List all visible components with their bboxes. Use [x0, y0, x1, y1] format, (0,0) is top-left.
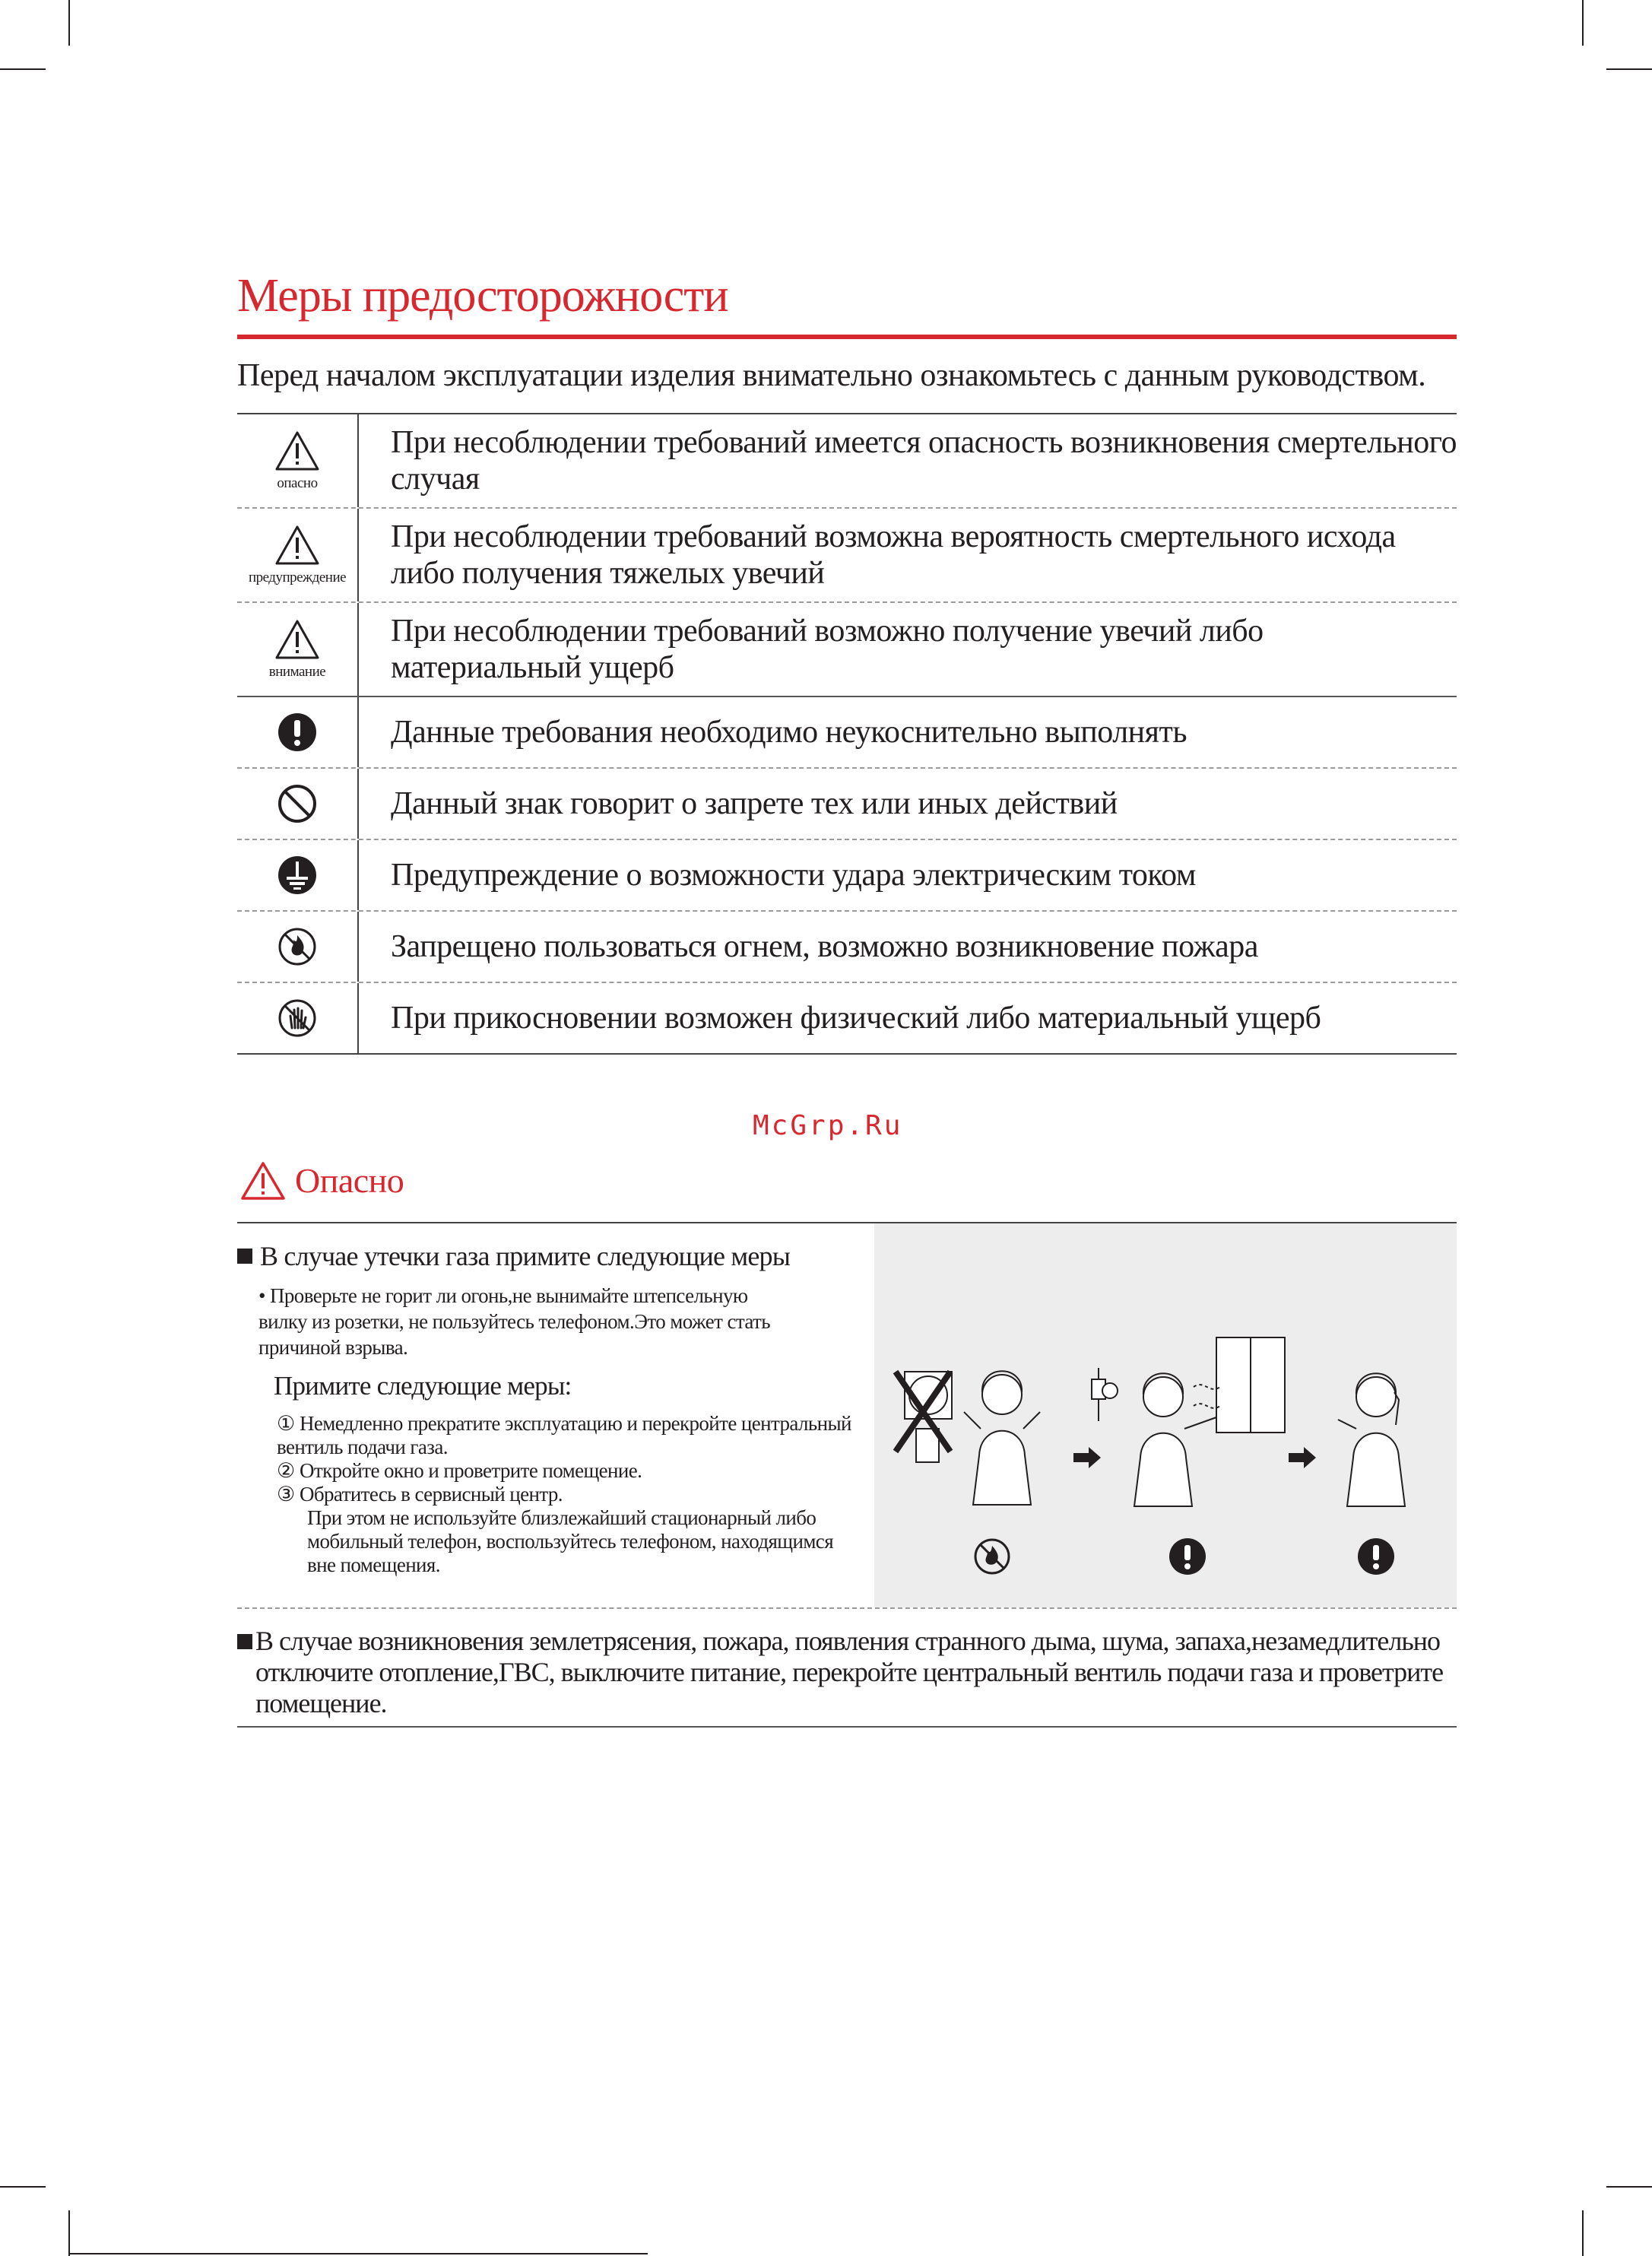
- step-item: ② Откройте окно и проветрите помещение.: [277, 1459, 642, 1482]
- mandatory-exclamation-icon: [277, 712, 318, 753]
- symbol-legend-table: [237, 413, 1457, 1055]
- danger-triangle-icon: [240, 1161, 286, 1201]
- crop-mark: [70, 2253, 648, 2254]
- watermark: McGrp.Ru: [753, 1110, 903, 1141]
- legend-row: [237, 839, 1457, 910]
- step-note: При этом не используйте близлежайший стационарный либо мобильный телефон, воспользуйтесь телефоном, находящимся вне помещения.: [307, 1506, 834, 1576]
- warning-triangle-icon: [274, 524, 320, 566]
- ground-icon: [277, 855, 318, 896]
- legend-caption: внимание: [268, 664, 326, 680]
- warning-triangle-icon: [274, 430, 320, 472]
- legend-caption: опасно: [277, 475, 318, 491]
- square-bullet-icon: [237, 1634, 252, 1649]
- gas-leak-scene-illustration: [874, 1223, 1457, 1607]
- no-fire-icon: [975, 1540, 1009, 1573]
- crop-mark: [68, 2210, 70, 2256]
- legend-text: При несоблюдении требований имеется опасность возникновения смертельного случая: [391, 425, 1457, 497]
- legend-text: Данные требования необходимо неукоснительно выполнять: [391, 715, 1187, 750]
- legend-caption: предупреждение: [248, 570, 347, 585]
- bottom-rule: [237, 1726, 1457, 1728]
- crop-mark: [0, 68, 46, 70]
- intro-text: Перед началом эксплуатации изделия внимательно ознакомьтесь с данным руководством.: [237, 358, 1426, 393]
- mandatory-exclamation-icon: [1358, 1538, 1394, 1575]
- crop-mark: [1582, 0, 1584, 46]
- legend-row: [237, 910, 1457, 982]
- danger-heading: [240, 1160, 404, 1201]
- legend-text: При несоблюдении требований возможна вероятность смертельного исхода либо получения тяжелых увечий: [391, 519, 1396, 591]
- legend-row: [237, 414, 1457, 507]
- prohibition-icon: [277, 783, 318, 824]
- legend-row: [237, 767, 1457, 839]
- title-rule: [237, 335, 1457, 339]
- step-item: ① Немедленно прекратите эксплуатацию и перекройте центральный вентиль подачи газа.: [277, 1412, 851, 1458]
- gas-leak-section: [237, 1223, 1457, 1607]
- legend-row: [237, 507, 1457, 601]
- step-item: ③ Обратитесь в сервисный центр.: [277, 1483, 563, 1506]
- danger-heading-text: Опасно: [295, 1161, 404, 1200]
- crop-mark: [0, 2186, 46, 2188]
- legend-text: При несоблюдении требований возможно получение увечий либо материальный ущерб: [391, 614, 1264, 685]
- gas-leak-illustration: [874, 1223, 1457, 1607]
- legend-row: [237, 982, 1457, 1053]
- legend-text: Данный знак говорит о запрете тех или иных действий: [391, 786, 1118, 821]
- steps-list: [277, 1412, 861, 1577]
- gas-leak-note: • Проверьте не горит ли огонь,не вынимайте штепсельную вилку из розетки, не пользуйтесь телефоном.Это может стать причиной взрыва.: [258, 1284, 770, 1359]
- crop-mark: [68, 0, 70, 46]
- gas-leak-title: В случае утечки газа примите следующие меры: [237, 1240, 861, 1272]
- crop-mark: [1606, 2186, 1652, 2188]
- steps-title: Примите следующие меры:: [274, 1371, 572, 1401]
- earthquake-text: В случае возникновения землетрясения, пожара, появления странного дыма, шума, запаха,незамедлительно отключите отопление,ГВС, выключите питание, перекройте центральный вентиль подачи газа и проветрите помещение.: [255, 1626, 1444, 1718]
- gas-leak-text: [237, 1240, 861, 1577]
- crop-mark: [1606, 68, 1652, 70]
- section-divider: [237, 1607, 1457, 1609]
- no-fire-icon: [277, 926, 318, 967]
- mandatory-exclamation-icon: [1169, 1538, 1206, 1575]
- legend-text: При прикосновении возможен физический либо материальный ущерб: [391, 1001, 1321, 1036]
- no-touch-icon: [277, 998, 318, 1039]
- page-title: Меры предосторожности: [237, 270, 728, 322]
- legend-row: [237, 696, 1457, 767]
- warning-triangle-icon: [274, 618, 320, 661]
- legend-row: [237, 601, 1457, 696]
- legend-text: Запрещено пользоваться огнем, возможно возникновение пожара: [391, 929, 1258, 964]
- square-bullet-icon: [237, 1249, 252, 1264]
- legend-text: Предупреждение о возможности удара электрическим током: [391, 858, 1196, 893]
- earthquake-instruction: [237, 1626, 1457, 1719]
- crop-mark: [1582, 2210, 1584, 2256]
